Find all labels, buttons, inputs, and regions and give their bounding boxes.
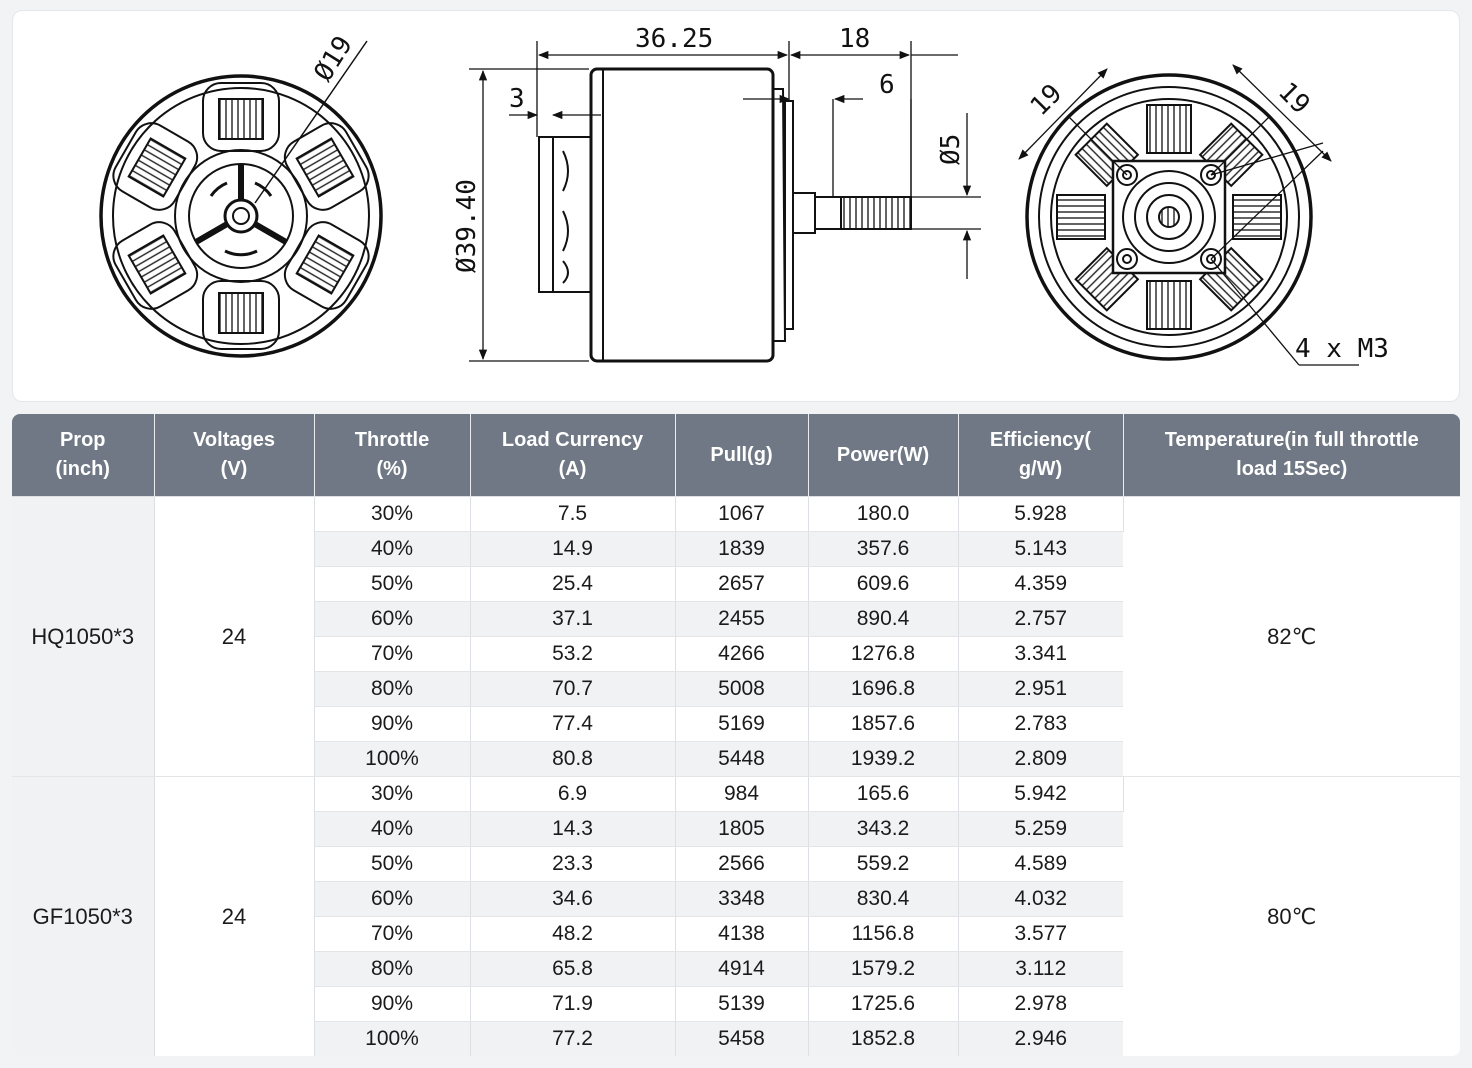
cell-power: 1939.2: [808, 742, 958, 777]
dim-mount-screws: 4 x M3: [1295, 334, 1389, 364]
table-row: [12, 777, 1460, 812]
cell-efficiency: 5.143: [958, 532, 1123, 567]
motor-drawing: [12, 10, 1460, 402]
cell-efficiency: 4.032: [958, 882, 1123, 917]
cell-pull: 5169: [675, 707, 808, 742]
dim-shaft-length: 18: [839, 24, 871, 54]
cell-throttle: 30%: [314, 777, 470, 812]
dim-top-hole-circle: Ø19: [308, 30, 359, 87]
cell-power: 830.4: [808, 882, 958, 917]
cell-efficiency: 2.809: [958, 742, 1123, 777]
dim-overall-diameter: Ø39.40: [452, 179, 482, 273]
cell-load-current: 77.2: [470, 1022, 675, 1057]
cell-load-current: 80.8: [470, 742, 675, 777]
dim-mount-spacing-a: 19: [1024, 78, 1069, 122]
cell-prop: HQ1050*3: [12, 497, 154, 777]
cell-load-current: 53.2: [470, 637, 675, 672]
cell-power: 1276.8: [808, 637, 958, 672]
cell-efficiency: 3.341: [958, 637, 1123, 672]
cell-pull: 5008: [675, 672, 808, 707]
header-temperature: Temperature(in full throttle load 15Sec): [1123, 414, 1460, 497]
cell-pull: 4266: [675, 637, 808, 672]
cell-throttle: 100%: [314, 1022, 470, 1057]
cell-power: 180.0: [808, 497, 958, 532]
cell-efficiency: 4.359: [958, 567, 1123, 602]
header-voltage: Voltages (V): [154, 414, 314, 497]
cell-throttle: 30%: [314, 497, 470, 532]
cell-throttle: 40%: [314, 532, 470, 567]
cell-load-current: 7.5: [470, 497, 675, 532]
header-efficiency: Efficiency( g/W): [958, 414, 1123, 497]
cell-power: 1857.6: [808, 707, 958, 742]
cell-power: 1852.8: [808, 1022, 958, 1057]
cell-pull: 5139: [675, 987, 808, 1022]
cell-power: 357.6: [808, 532, 958, 567]
cell-pull: 3348: [675, 882, 808, 917]
cell-power: 559.2: [808, 847, 958, 882]
cell-power: 1725.6: [808, 987, 958, 1022]
performance-table-grid: [12, 414, 1460, 1056]
bottom-view: [1013, 61, 1359, 372]
cell-power: 1696.8: [808, 672, 958, 707]
cell-load-current: 6.9: [470, 777, 675, 812]
dim-body-length: 36.25: [635, 24, 714, 54]
cell-efficiency: 4.589: [958, 847, 1123, 882]
cell-load-current: 34.6: [470, 882, 675, 917]
cell-power: 1156.8: [808, 917, 958, 952]
side-view: [469, 41, 981, 361]
motor-drawing-svg: [13, 11, 1460, 402]
cell-load-current: 23.3: [470, 847, 675, 882]
table-header-row: [12, 414, 1460, 497]
cell-load-current: 70.7: [470, 672, 675, 707]
header-throttle: Throttle (%): [314, 414, 470, 497]
cell-load-current: 71.9: [470, 987, 675, 1022]
header-pull: Pull(g): [675, 414, 808, 497]
cell-load-current: 65.8: [470, 952, 675, 987]
dim-mount-spacing-b: 19: [1272, 76, 1316, 121]
cell-efficiency: 3.112: [958, 952, 1123, 987]
cell-throttle: 100%: [314, 742, 470, 777]
cell-power: 609.6: [808, 567, 958, 602]
cell-voltage: 24: [154, 497, 314, 777]
cell-throttle: 90%: [314, 987, 470, 1022]
cell-pull: 1067: [675, 497, 808, 532]
cell-pull: 5448: [675, 742, 808, 777]
cell-throttle: 80%: [314, 952, 470, 987]
cell-pull: 2455: [675, 602, 808, 637]
cell-throttle: 60%: [314, 882, 470, 917]
cell-efficiency: 2.757: [958, 602, 1123, 637]
cell-throttle: 90%: [314, 707, 470, 742]
cell-pull: 4138: [675, 917, 808, 952]
cell-efficiency: 3.577: [958, 917, 1123, 952]
cell-throttle: 40%: [314, 812, 470, 847]
cell-efficiency: 5.942: [958, 777, 1123, 812]
header-load-current: Load Currency (A): [470, 414, 675, 497]
cell-efficiency: 5.259: [958, 812, 1123, 847]
performance-table: [12, 414, 1460, 1056]
cell-power: 343.2: [808, 812, 958, 847]
cell-prop: GF1050*3: [12, 777, 154, 1057]
cell-throttle: 60%: [314, 602, 470, 637]
cell-power: 890.4: [808, 602, 958, 637]
cell-throttle: 50%: [314, 567, 470, 602]
cell-load-current: 48.2: [470, 917, 675, 952]
cell-efficiency: 2.951: [958, 672, 1123, 707]
cell-temperature: 82℃: [1123, 497, 1460, 777]
cell-throttle: 70%: [314, 637, 470, 672]
cell-efficiency: 5.928: [958, 497, 1123, 532]
table-row: [12, 497, 1460, 532]
cell-throttle: 70%: [314, 917, 470, 952]
cell-throttle: 80%: [314, 672, 470, 707]
dim-shaft-diameter: Ø5: [936, 133, 966, 165]
cell-pull: 984: [675, 777, 808, 812]
cell-load-current: 77.4: [470, 707, 675, 742]
cell-efficiency: 2.783: [958, 707, 1123, 742]
cell-power: 1579.2: [808, 952, 958, 987]
cell-load-current: 37.1: [470, 602, 675, 637]
cell-power: 165.6: [808, 777, 958, 812]
header-power: Power(W): [808, 414, 958, 497]
cell-efficiency: 2.978: [958, 987, 1123, 1022]
cell-pull: 5458: [675, 1022, 808, 1057]
cell-pull: 2657: [675, 567, 808, 602]
cell-temperature: 80℃: [1123, 777, 1460, 1057]
cell-load-current: 14.9: [470, 532, 675, 567]
cell-voltage: 24: [154, 777, 314, 1057]
dim-base-thickness: 3: [509, 84, 525, 114]
top-view: [101, 41, 381, 356]
cell-pull: 1839: [675, 532, 808, 567]
cell-throttle: 50%: [314, 847, 470, 882]
dim-shaft-step: 6: [879, 70, 895, 100]
cell-pull: 4914: [675, 952, 808, 987]
cell-efficiency: 2.946: [958, 1022, 1123, 1057]
cell-load-current: 14.3: [470, 812, 675, 847]
header-prop: Prop (inch): [12, 414, 154, 497]
table-body: [12, 497, 1460, 1057]
cell-pull: 2566: [675, 847, 808, 882]
cell-pull: 1805: [675, 812, 808, 847]
cell-load-current: 25.4: [470, 567, 675, 602]
